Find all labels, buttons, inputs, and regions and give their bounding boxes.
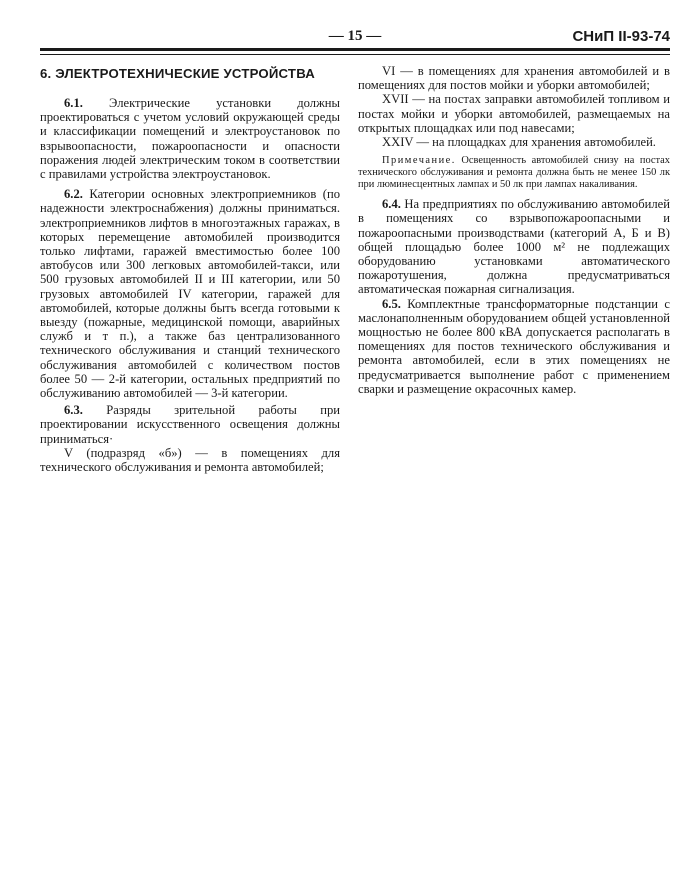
paragraph-number: 6.4.	[382, 197, 401, 212]
paragraph-number: 6.5.	[382, 296, 401, 311]
left-column	[40, 64, 340, 474]
paragraph-text: Категории основных электроприемников (по надежности электроснабжения) должны приниматься. электроприемников лифтов в многоэтажных гаражах, в которых перемещение автомобилей производится только лифтами, гаражей вместимостью более 100 автобусов или 300 легковых автомобилей-такси, или 500 грузовых автомобилей II и III категории, или 50 грузовых автомобилей IV категории, гаражей для автомобилей, которые должны быть всегда готовыми к выезду (пожарные, медицинской помощи, аварийных служб и т п.), а также баз централизованного технического обслуживания и станций технического обслуживания автомобилей с количеством постов более 50 — 2-й категории, остальных предприятий по обслуживанию автомобилей — 3-й категории.	[40, 187, 340, 401]
paragraph-6-3	[40, 403, 340, 446]
paragraph-number: 6.2.	[64, 187, 83, 202]
paragraph-6-2	[40, 187, 340, 400]
header-rule-thick	[40, 48, 670, 51]
list-item-xxiv: XXIV — на площадках для хранения автомобилей.	[382, 135, 656, 150]
header-rule-thin	[40, 54, 670, 55]
paragraph-6-5	[358, 297, 670, 396]
note-text: Освещенность автомобилей снизу на постах технического обслуживания и ремонта должна быть не менее 150 лк при люминесцентных лампах и 50 лк при лампах накаливания.	[358, 155, 670, 191]
right-column	[358, 64, 670, 396]
section-title: 6. ЭЛЕКТРОТЕХНИЧЕСКИЕ УСТРОЙСТВА	[40, 66, 315, 81]
list-item-vi: VI — в помещениях для хранения автомобилей и в помещениях для постов мойки и уборки автомобилей;	[358, 64, 670, 93]
document-code: СНиП II-93-74	[572, 28, 670, 45]
page-number: — 15 —	[328, 28, 382, 44]
page-header	[40, 28, 670, 50]
paragraph-text: Электрические установки должны проектироваться с учетом условий окружающей среды и классификации помещений и электроустановок по взрывоопасности, пожароопасности и опасности поражения людей электрическим током в соответствии с правилами устройства электроустановок.	[40, 96, 340, 182]
paragraph-number: 6.1.	[64, 96, 83, 110]
list-item-xvii: XVII — на постах заправки автомобилей топливом и постах мойки и уборки автомобилей, размещаемых на открытых площадках или под навесами;	[358, 92, 670, 135]
paragraph-6-1	[40, 96, 340, 181]
paragraph-6-4	[358, 197, 670, 296]
paragraph-text: На предприятиях по обслуживанию автомобилей в помещениях со взрывопожароопасными и пожароопасными производствами (категорий А, Б и В) общей площадью более 1000 м² не подлежащих оборудованию установками автоматического пожаротушения, должна предусматриваться автоматическая пожарная сигнализация.	[358, 197, 670, 297]
note	[358, 155, 670, 191]
list-item-v: V (подразряд «б») — в помещениях для технического обслуживания и ремонта автомобилей;	[40, 445, 340, 475]
note-label: Примечание.	[382, 155, 456, 167]
paragraph-number: 6.3.	[64, 403, 83, 418]
paragraph-text: Комплектные трансформаторные подстанции с маслонаполненным оборудованием общей установленной мощностью не более 800 кВА допускается располагать в помещениях для постов технического обслуживания и ремонта автомобилей, если в этих помещениях не предусматривается выполнение работ с применением сварки и размещение окрасочных камер.	[358, 296, 671, 396]
paragraph-text: Разряды зрительной работы при проектировании искусственного освещения должны приниматься·	[40, 403, 340, 446]
